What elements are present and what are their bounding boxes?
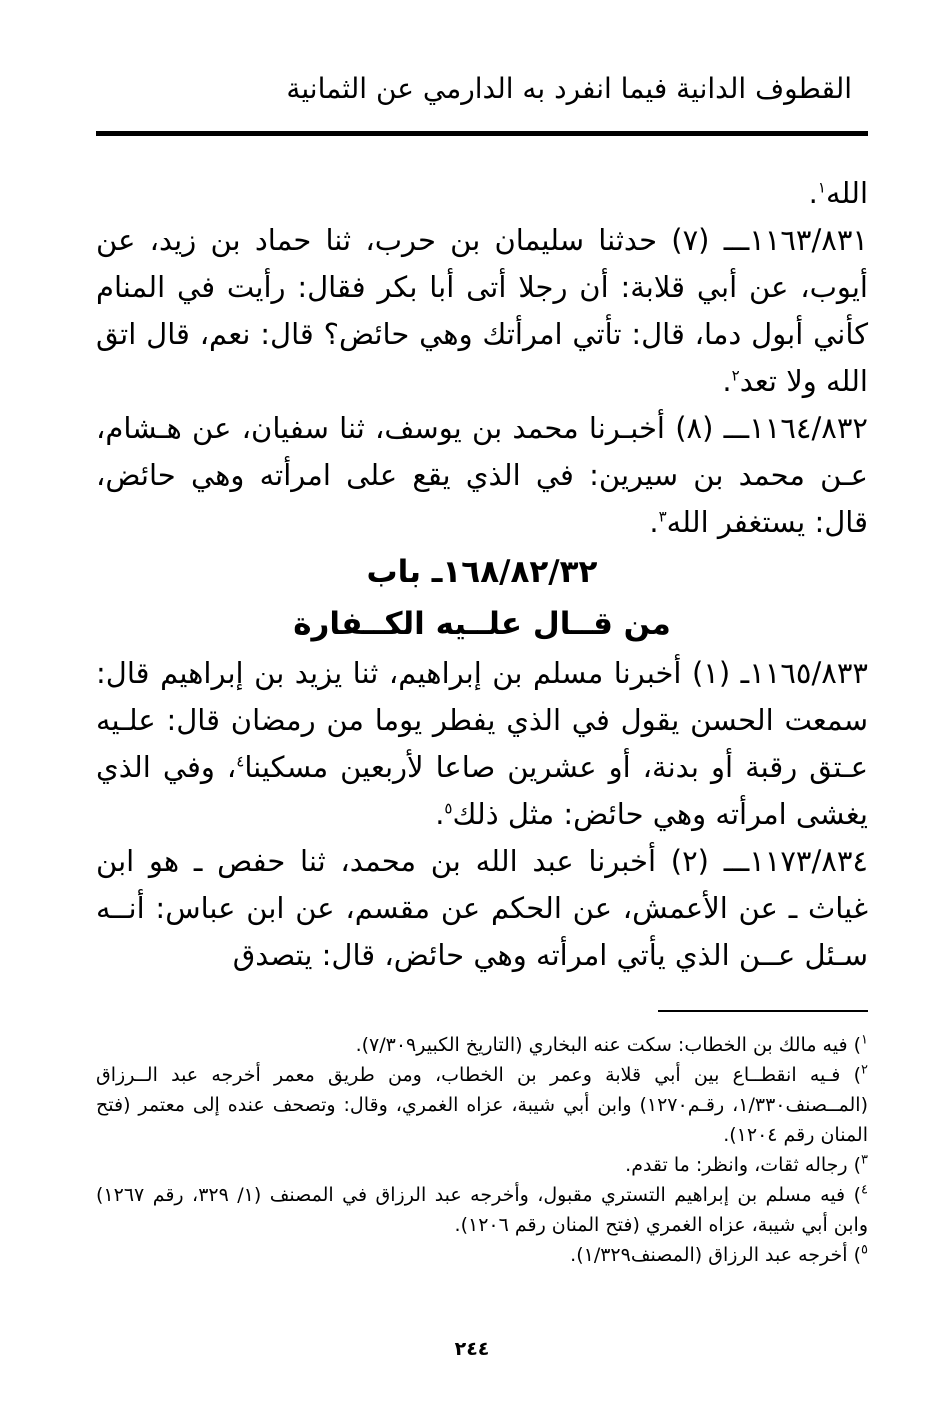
running-header: القطوف الدانية فيما انفرد به الدارمي عن الثمانية xyxy=(286,72,852,105)
footnote-ref: ٤ xyxy=(236,752,245,771)
hadith-paragraph: ١١٦٥/٨٣٣ـ (١) أخبرنا مسلم بن إبراهيم، ثنا يزيد بن إبراهيم قال: سمعت الحسن يقول في الذي يفطر يوما من رمضان قال: علـيه عـتق رقبة أو بدنة، أو عشرين صاعا لأربعين مسكينا$^٤$، وفي الذي يغشى امرأته وهي حائض: مثل ذلك$^٥$. xyxy=(96,656,868,831)
footnote-ref: ١ xyxy=(817,178,826,197)
paragraph-continuation: الله$^١$. xyxy=(808,176,868,210)
footnote: $^٥$) أخرجه عبد الرزاق (المصنف١/٣٢٩). xyxy=(570,1242,868,1266)
footnote-ref: ٢ xyxy=(731,366,740,385)
header-rule xyxy=(96,131,868,136)
hadith-paragraph: ١١٦٣/٨٣١ـــ (٧) حدثنا سليمان بن حرب، ثنا حماد بن زيد، عن أيوب، عن أبي قلابة: أن رجلا أتى أبا بكر فقال: رأيت في المنام كأني أبول دما، قال: تأتي امرأتك وهي حائض؟ قال: نعم، قال اتق الله ولا تعد$^٢$. xyxy=(96,223,868,398)
main-text xyxy=(96,170,868,979)
footnotes xyxy=(96,1030,868,1270)
footnote: $^٢$) فـيه انقطــاع بين أبي قلابة وعمر بن الخطاب، ومن طريق معمر أخرجه عبد الــرزاق (المــصنف١/٣٣٠، رقـم١٢٧٠) وابن أبي شيبة، عزاه الغمري، وقال: وتصحف عنده إلى معتمر (فتح المنان رقم ١٢٠٤). xyxy=(96,1062,869,1146)
footnote: $^٤$) فيه مسلم بن إبراهيم التستري مقبول، وأخرجه عبد الرزاق في المصنف (١/ ٣٢٩، رقم ١٢٦٧) وابن أبي شيبة، عزاه الغمري (فتح المنان رقم ١٢٠٦). xyxy=(96,1182,868,1236)
footnote: $^٣$) رجاله ثقات، وانظر: ما تقدم. xyxy=(625,1152,868,1176)
page-number: ٢٤٤ xyxy=(454,1338,490,1360)
footnote: $^١$) فيه مالك بن الخطاب: سكت عنه البخاري (التاريخ الكبير٧/٣٠٩). xyxy=(355,1032,868,1056)
footnote-rule xyxy=(658,1010,868,1012)
chapter-number: ١٦٨/٨٢/٣٢ـ باب xyxy=(366,554,598,590)
hadith-paragraph: ١١٧٣/٨٣٤ـــ (٢) أخبرنا عبد الله بن محمد، ثنا حفص ـ هو ابن غياث ـ عن الأعمش، عن الحكم عن مقسم، عن ابن عباس: أنــه سـئل عــن الذي يأتي امرأته وهي حائض، قال: يتصدق xyxy=(96,844,868,972)
hadith-paragraph: ١١٦٤/٨٣٢ـــ (٨) أخبـرنا محمد بن يوسف، ثنا سفيان، عن هـشام، عـن محمد بن سيرين: في الذي يقع على امرأته وهي حائض، قال: يستغفر الله$^٣$. xyxy=(96,411,868,539)
footnote-ref: ٣ xyxy=(658,507,667,526)
footnote-ref: ٥ xyxy=(444,799,453,818)
chapter-title: من قــال علــيه الكــفارة xyxy=(293,606,671,642)
